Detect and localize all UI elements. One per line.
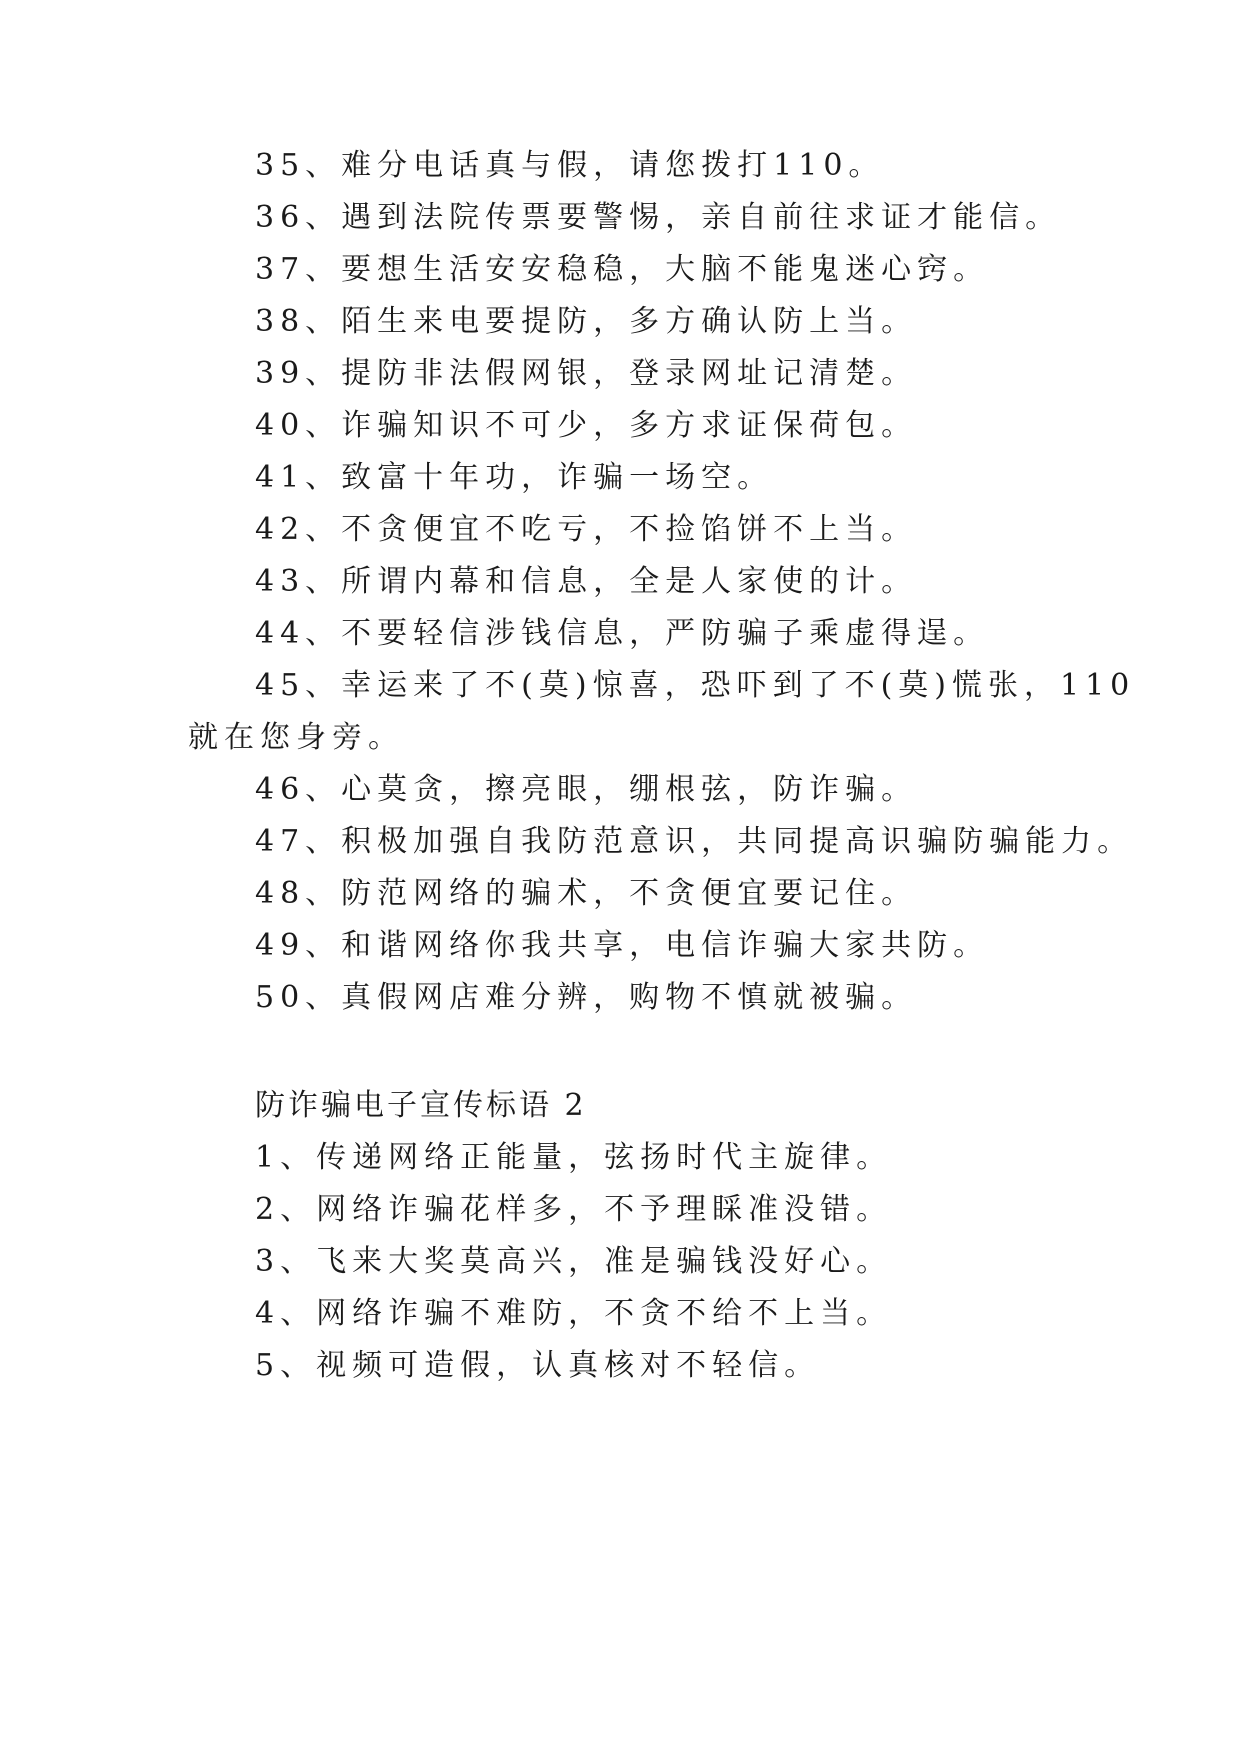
- slogan-48: 48、防范网络的骗术，不贪便宜要记住。: [255, 876, 918, 911]
- slogan-46: 46、心莫贪，擦亮眼，绷根弦，防诈骗。: [255, 772, 918, 807]
- slogan-37: 37、要想生活安安稳稳，大脑不能鬼迷心窍。: [255, 252, 990, 287]
- slogan-2-2: 2、网络诈骗花样多，不予理睬准没错。: [255, 1192, 893, 1227]
- slogan-2-3: 3、飞来大奖莫高兴，准是骗钱没好心。: [255, 1244, 893, 1279]
- slogan-2-1: 1、传递网络正能量，弦扬时代主旋律。: [255, 1140, 893, 1175]
- slogan-45-continued: 就在您身旁。: [188, 720, 404, 755]
- slogan-2-5: 5、视频可造假，认真核对不轻信。: [255, 1348, 821, 1383]
- slogan-39: 39、提防非法假网银，登录网址记清楚。: [255, 356, 918, 391]
- slogan-50: 50、真假网店难分辨，购物不慎就被骗。: [255, 980, 918, 1015]
- slogan-44: 44、不要轻信涉钱信息，严防骗子乘虚得逞。: [255, 616, 990, 651]
- slogan-49: 49、和谐网络你我共享，电信诈骗大家共防。: [255, 928, 990, 963]
- slogan-42: 42、不贪便宜不吃亏，不捡馅饼不上当。: [255, 512, 918, 547]
- slogan-47: 47、积极加强自我防范意识，共同提高识骗防骗能力。: [255, 824, 1134, 859]
- slogan-38: 38、陌生来电要提防，多方确认防上当。: [255, 304, 918, 339]
- slogan-41: 41、致富十年功，诈骗一场空。: [255, 460, 774, 495]
- slogan-40: 40、诈骗知识不可少，多方求证保荷包。: [255, 408, 918, 443]
- slogan-45: 45、幸运来了不(莫)惊喜，恐吓到了不(莫)慌张，110: [255, 668, 1136, 703]
- slogan-36: 36、遇到法院传票要警惕，亲自前往求证才能信。: [255, 200, 1062, 235]
- slogan-35: 35、难分电话真与假，请您拨打110。: [255, 148, 885, 183]
- section-heading: 防诈骗电子宣传标语 2: [255, 1088, 587, 1123]
- slogan-2-4: 4、网络诈骗不难防，不贪不给不上当。: [255, 1296, 893, 1331]
- slogan-43: 43、所谓内幕和信息，全是人家使的计。: [255, 564, 918, 599]
